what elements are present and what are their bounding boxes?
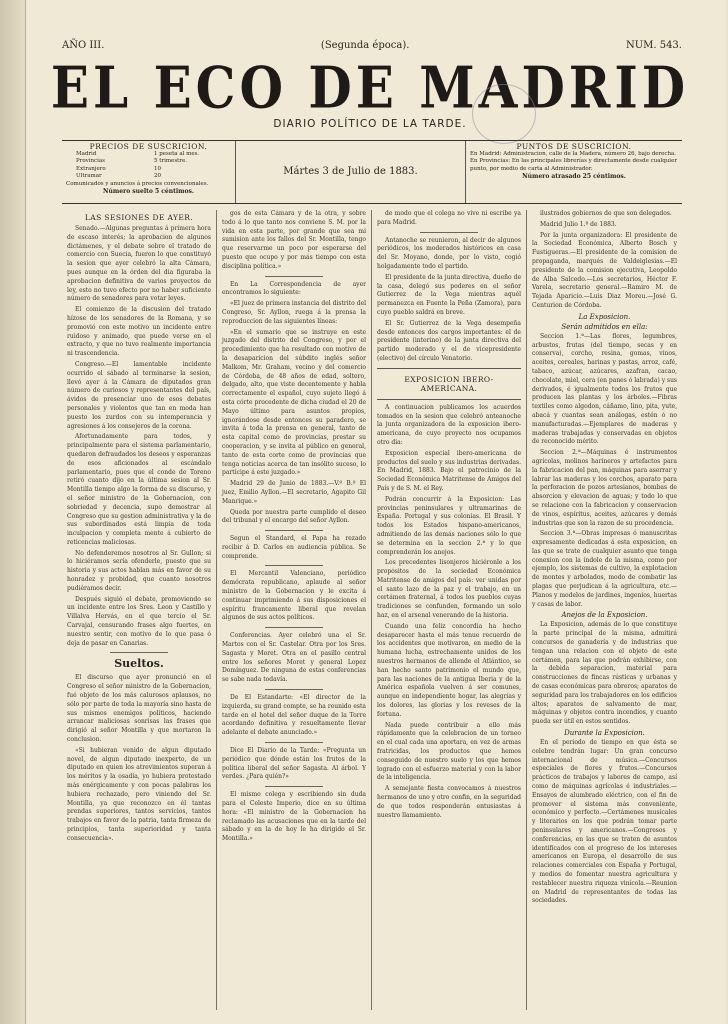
rate-amount: 1 peseta al mes. xyxy=(154,150,200,157)
paragraph: El presidente de la junta directiva, dueño de la casa, delegó sus poderes en el señor Gutierrez de la Vega mientras aquél permanezca en Fuente la Peña (Zamora), para cuyo pueblo saldrá en breve. xyxy=(377,273,521,316)
column-2 xyxy=(217,210,372,1010)
single-issue-price: Número suelto 5 céntimos. xyxy=(103,188,194,195)
paragraph: Los precedentes lisonjeros hiciéronle a los propósitos de la sociedad Económica Matritense de amigos del país: ver unidas por el santo lazo de la paz y el trabajo, en un certámen fraternal, á todos los pueblos cuyas tradiciones se confunden, formando un solo haz, en el arsenal venerando de la historia. xyxy=(377,559,521,620)
rates-note: Comunicados y anuncios á precios convencionales. xyxy=(66,180,209,187)
paragraph: No defenderemos nosotros al Sr. Gullon; si lo hiciéramos sería ofenderle, puesto que su historia y sus actos hablan más en favor de su honradez y probidad, que cuanto nosotros pudiéramos decir. xyxy=(67,549,211,592)
paragraph: Exposicion especial ibero-americana de productos del suelo y sus industrias derivadas. En Madrid, 1883. Bajo el patrocinio de la Sociedad Económica Matritense de Amigos del País y de S. M. el Rey. xyxy=(377,449,521,492)
rate-amount: 20 xyxy=(154,173,161,179)
paragraph: Segun el Standard, el Papa ha rezado recibir á D. Carlos en audiencia pública. Se comprende. xyxy=(222,535,366,560)
divider xyxy=(420,232,478,233)
subheading: La Exposicion. xyxy=(578,312,631,321)
back-issue-price: Número atrasado 25 céntimos. xyxy=(522,173,626,180)
paragraph: El mismo colega y escribiendo sin duda para el Celeste Imperio, dice en su última hora: «El ministro de la Gobernacion ha reclamado las acusaciones que en la tarde del sábado y en la de hoy le ha dirigido el Sr. Montilla.» xyxy=(222,791,366,843)
paragraph: ilustrados gobiernos de que son delegados. xyxy=(540,210,672,217)
paragraph: Seccion 2.ª—Máquinas é instrumentos agrícolas, molinos harineros y artefactos para la fabricacion del pan, máquinas para aserrar y labrar las maderas y los corchos, aparato para la perforacion de pozos artesianos, bombas de absorcion y elevacion de aguas; y todo lo que se relacione con la fabricacion y conservacion de vinos, espíritus, aceites, azúcares y demás industrias que son la razon de su procedencia. xyxy=(532,449,677,527)
newspaper-title: EL ECO DE MADRID xyxy=(50,53,690,122)
divider xyxy=(265,565,323,566)
paragraph: La Exposicion, además de lo que constituye la parte principal de la misma, admitirá concursos de ganadería y de industrias que tengan una relacion con el objeto de este certámen, para las que podrán exhibirse, con la debida separacion, material para construcciones de fincas rústicas y urbanas y de casas económicas para obreros; aparatos de seguridad para los trabajadores en los edificios altos; aparatos de salvamento de mar, máquinas y objetos contra incendios, y cuanto pueda ser útil en estos sentidos. xyxy=(532,621,677,726)
rate-amount: 10 xyxy=(154,165,161,172)
divider xyxy=(265,786,323,787)
paragraph: De El Estandarte: «El director de la izquierda, su grand compte, se ha reunido esta tarde en el hotel del señor duque de la Torre acordando definitiva y resueltamente llevar adelante el debate anunciado.» xyxy=(222,694,366,737)
subheading: Serán admitidos en ella: xyxy=(561,322,648,331)
paragraph: Afortunadamente para todos, y principalmente para el sistema parlamentario, quedaron defraudados los deseos y esperanzas de esos aficionados al escándalo parlamentario, pues que el conde de Toreno retiró cuanto dijo en la última sesion al Sr. Montilla tiempo algo la forma de su discurso, y el señor ministro de la Gobernacion, con sobriedad y decencia, supo demostrar al Congreso que su gestion administrativa y la de sus subordinados está limpia de toda inculpacion y completa mente á cubierto de reticencias maliciosas. xyxy=(67,433,211,546)
paragraph: A semejante fiesta convocamos á nuestros hermanos de uno y otro confin, en la seguridad de que todos responderán entusiastas á nuestro llamamiento. xyxy=(377,785,521,819)
paragraph: Después siguió el debate, promoviendo se un incidente entre los Sres. Leon y Castillo y Villalva Hervás, en el que tercio el Sr. Carvajal, censurando frases algo fuertes, en nuestro sentir, con motivo de lo que pasa ó deja de pasar en Canarias. xyxy=(67,595,211,647)
subscription-bar xyxy=(62,140,682,204)
subscription-prices xyxy=(62,141,236,203)
divider xyxy=(110,652,168,653)
newspaper-subtitle: DIARIO POLÍTICO DE LA TARDE. xyxy=(273,118,467,130)
rate-place: Provincias xyxy=(76,158,105,164)
exposition-heading-box xyxy=(377,368,521,400)
column-1 xyxy=(62,210,217,1010)
points-madrid: En Madrid: Administracion, calle de la Madera, número 26, bajo derecha. xyxy=(470,150,677,157)
rates-table xyxy=(66,151,231,181)
paragraph: Nada puede contribuir a ello más rápidamente que la celebracion de un torneo en el cual cada una aportara, en vez de armas fratricidas, los productos que hemos conseguido de nuestro suelo y los que hemos logrado con el esfuerzo material y con la labor de la inteligencia. xyxy=(377,721,521,782)
prices-title: PRECIOS DE SUSCRICION. xyxy=(89,142,208,151)
book-spine xyxy=(0,0,26,1024)
divider xyxy=(265,627,323,628)
paragraph: Cuando una feliz concordia ha hecho desaparecer hasta el más tenue recuerdo de los accidentes que motivaron, en medio de la humana lucha, estrechamente unidos de los nuestros hermanos de allende el Atlántico, se han hecho santo patrimonio el mundo que, para las naciones de la antigua Iberia y de la América española vuelven á ser comunes, aunque en independiente hogar, las alegrías y los dolores, las glorias y los reveses de la fortuna. xyxy=(377,622,521,718)
points-provinces: En Provincias: En las principales librerías y directamente desde cualquier punto, por medio de carta al Administrador. xyxy=(470,158,677,172)
paragraph: Madrid 29 de Junio de 1883.—V.º B.º El juez, Emilio Ayllon.—El secretario, Agapito Gil Manrique.» xyxy=(222,480,366,505)
column-3 xyxy=(372,210,527,1010)
rate-place: Extranjero xyxy=(76,165,106,172)
paragraph: «El juez de primera instancia del distrito del Congreso, Sr. Ayllon, ruega á la prensa la reproduccion de las siguientes líneas: xyxy=(222,300,366,325)
paragraph: Seccion 3.ª—Obras impresas ó manuscritas expresamente dedicadas á esta exposicion, en las que se trate de cualquier asunto que tenga conexion con la índole de la misma, como por ejemplo, los sistemas de cultivo, la explotacion de montes y arbolados, modo de combatir las plagas que perjudican á la agricultura, etc.—Planos y modelos de jardines, ingenios, huertas y casas de labor. xyxy=(532,530,677,608)
column-4 xyxy=(527,210,682,1010)
paragraph: Queda por nuestra parte cumplido el deseo del tribunal y el encargo del señor Ayllon. xyxy=(222,508,366,525)
paragraph: En La Correspondencia de ayer encontramos lo siguiente: xyxy=(222,280,366,297)
section-heading: EXPOSICION IBERO-AMERICANA. xyxy=(404,374,494,393)
sueltos-heading: Sueltos. xyxy=(114,657,164,671)
paragraph: «Si hubieran venido de algun diputado novel, de algun diputado inexperto, de un diputado en quien los atrevimientos superan á los méritos y la osadía, yo hubiera protestado más enérgicamente y con pocas palabras los hubiera rechazado, pero viniendo del Sr. Montilla, ya que reconozco en él tantas prendas superiores, tantos servicios, tantos trabajos en favor de la patria, tanta firmeza de principios, tanta superioridad y tanta consecuencia». xyxy=(67,746,211,842)
issue-number: NUM. 543. xyxy=(625,40,682,51)
paragraph: Senado.—Algunas preguntas á primera hora de escaso interés; la aprobacion de algunos dictámenes, y el debate sobre el tratado de comercio con Suecia, fueron lo que constituyó la sesion que ayer celebró la alta Cámara, pues aunque en la órden del dia figuraba la aprobacion definitiva de varios proyectos de ley, esto no tuvo efecto por no haber suficiente número de senadores para votar leyes. xyxy=(67,225,211,303)
paragraph: gos de esta Cámara y de la otra, y sobre todo á lo que tanto nos conviene S. M. por la vida en esta parte, por grande que sea mi sumision ante los fallos del Sr. Montilla, tengo que reservarme un poco por esperarse del puesto que ocupo y por más tiempo con esta disciplina política.» xyxy=(222,210,366,270)
year-label: AÑO III. xyxy=(62,40,105,51)
divider xyxy=(265,689,323,690)
paragraph: Dice El Diario de la Tarde: «Pregunta un periódico que dónde están los frutos de la política liberal del señor Sagasta. Al árbol. Y verdes. ¿Para quién?» xyxy=(222,747,366,781)
divider xyxy=(265,742,323,743)
issue-date xyxy=(236,141,466,203)
section-heading: LAS SESIONES DE AYER. xyxy=(84,213,194,222)
library-stamp-icon xyxy=(472,84,536,144)
paragraph: El Mercantil Valenciano, periódico demócrata republicano, aplaude al señor ministro de la Gobernacion y le excita á continuar imprimiendo á sus disposiciones el espíritu francamente liberal que revelan algunos de sus actos políticos. xyxy=(222,570,366,622)
paragraph: de modo que el colega no vive ni escribe ya para Madrid. xyxy=(377,210,521,226)
rate-amount: 5 trimestre. xyxy=(154,158,187,164)
paragraph: Madrid Julio 1.º de 1883. xyxy=(540,220,617,228)
paragraph: El comienzo de la discusion del tratado hízose de los senadores de la Romana, y se promovió con este motivo un incidente entre ruidoso y animado, que puede verse en el extracto, y que no tuvo realmente importancia ni trascendencia. xyxy=(67,306,211,358)
epoch-label: (Segunda época). xyxy=(320,40,410,51)
subscription-points xyxy=(466,141,682,203)
paragraph: En el periodo de tiempo en que ésta se celebre tendrán lugar: Un gran concurso internacional de música.—Concursos especiales de flores y frutos.—Concursos prácticos de trabajos y labores de campo, así como de máquinas agrícolas é industriales.—Ensayos de alumbrado eléctrico, con el fin de promover el sistema más conveniente, económico y perfecto.—Certámenes musicales y literarios en los que podrán tomar parte peninsulares y americanos.—Congresos y conferencias, en las que se traten de asuntos identificados con el progreso de los intereses americanos en Europa, el desarrollo de sus relaciones comerciales con España y Portugal, y medios de fomentar nuestra agricultura y restablecer nuestra riqueza vinícola.—Reunion en Madrid de representantes de todas las sociedades. xyxy=(532,739,677,905)
masthead-topline xyxy=(62,40,682,51)
paragraph: El Sr. Gutierrez de la Vega desempeña desde entonces dos cargos importantes: el de presidente (interino) de la junta directiva del partido moderado y el de vicepresidente (electivo) del círculo Venatorio. xyxy=(377,319,521,362)
date-text: Mártes 3 de Julio de 1883. xyxy=(283,166,418,178)
subheading: Durante la Exposicion. xyxy=(564,729,645,738)
paragraph: El discurso que ayer pronunció en el Congreso el señor ministro de la Gobernacion, fué objeto de los más calurosos aplausos, no sólo por parte de toda la mayoría sino hasta de sus mismos enemigos políticos, haciendo arrancar maliciosas sonrisas las frases que dirigió al señor Montilla y que mortaron la conclusion. xyxy=(67,674,211,744)
divider xyxy=(265,276,323,277)
paragraph: Por la junta organizadora: El presidente de la Sociedad Económica, Alberto Bosch y Fustigueras.—El presidente de la comision de propaganda, marqués de Valdeiglesias.—El presidente de la comision ejecutiva, Leopoldo de Alba Salcedo.—Los secretarios, Héctor F. Varela, secretario general.—Ramiro M. de Tejada Aparicio.—Luis Diaz Moreu.—José G. Centurion de Córdoba. xyxy=(532,231,677,309)
paragraph: Seccion 1.ª—Las flores, legumbres, arbustos, frutas (del tiempo, secas y en conserva), corcho, resina, gomas, vinos, aceites, cereales, harinas y pastas, arroz, café, tabaco, azúcar, azúcares, azafran, cacao, chocolate, miel, cera (en panes ó labrada) y sus derivados, é igualmente todos los frutos que producen las plantas y los árboles.—Fibras textiles como algodon, cáñamo, lino, pita, yute, abacá y cuantas sean análogas, estén ó no manufacturadas.—Ejemplares de maderas y maderas trabajadas y conservadas en objetos de reconocido mérito. xyxy=(532,332,678,446)
paragraph: Podrán concurrir á la Exposicion: Las provincias peninsulares y ultramarinas de España. Portugal y sus colonias. El Brasil. Y todos los Estados hispano-americanos, admitiendo de las demás naciones sólo lo que se determina en la seccion 2.ª y lo que comprenderán los anejos. xyxy=(377,495,521,556)
points-title: PUNTOS DE SUSCRICION. xyxy=(516,142,632,151)
divider xyxy=(265,530,323,531)
paragraph: Congreso.—El lamentable incidente ocurrido el sábado al terminarse la sesion, llevó ayer á la Cámara de diputados gran número de curiosos y representantes del país, ávidos de presenciar uno de esos debates personales y violentos que tan en moda han puesto los zurdos con su intemperancia y agresiones á los consejeros de la corona. xyxy=(67,360,211,430)
article-columns xyxy=(62,210,682,1010)
paragraph: «En el sumario que se instruye en este juzgado del distrito del Congreso, y por el procedimiento que ha resultado con motivo de la desaparicion del súbdito inglés señor Malkom, Mr. Graham, vecino y del comercio de Córdoba, de 48 años de edad, soltero, delgado, alto, que viste decentemente y habla correctamente el español, cuyo sujeto llegó á esta córte procedente de dicha ciudad el 20 de Mayo último para asuntos propios, ignorándose desde entonces su paradero, se invita á toda la prensa en general, tanto de esta capital como de provincias, prestar su cooperacion, y se invita al público en general, tanto de esta corte como de provincias que tenga noticias acerca de tan insólito suceso, lo participe á este juzgado.» xyxy=(222,328,366,477)
paragraph: A continuacion publicamos los acuerdos tomados en la sesion que celebró anteanoche la junta organizadora de la exposicion ibero-americana, de cuyo proyecto nos ocupamos otro dia: xyxy=(377,403,521,446)
rate-place: Ultramar xyxy=(76,173,102,179)
rate-place: Madrid xyxy=(76,150,97,157)
paragraph: Conferencias. Ayer celebró una el Sr. Martos con el Sr. Castelar. Otra por los Sres. Sagasta y Moret. Otra en el pasillo central entre los señores Moret y general Lopez Domínguez. De ninguna de estas conferencias se sabe nada todavía. xyxy=(222,632,366,684)
paragraph: Antanoche se reunieron, al decir de algunos periódicos, los moderados históricos en casa del Sr. Moyano, donde, por lo visto, cogió holgadamente todo el partido. xyxy=(377,236,521,270)
subheading: Anejos de la Exposicion. xyxy=(561,611,648,620)
